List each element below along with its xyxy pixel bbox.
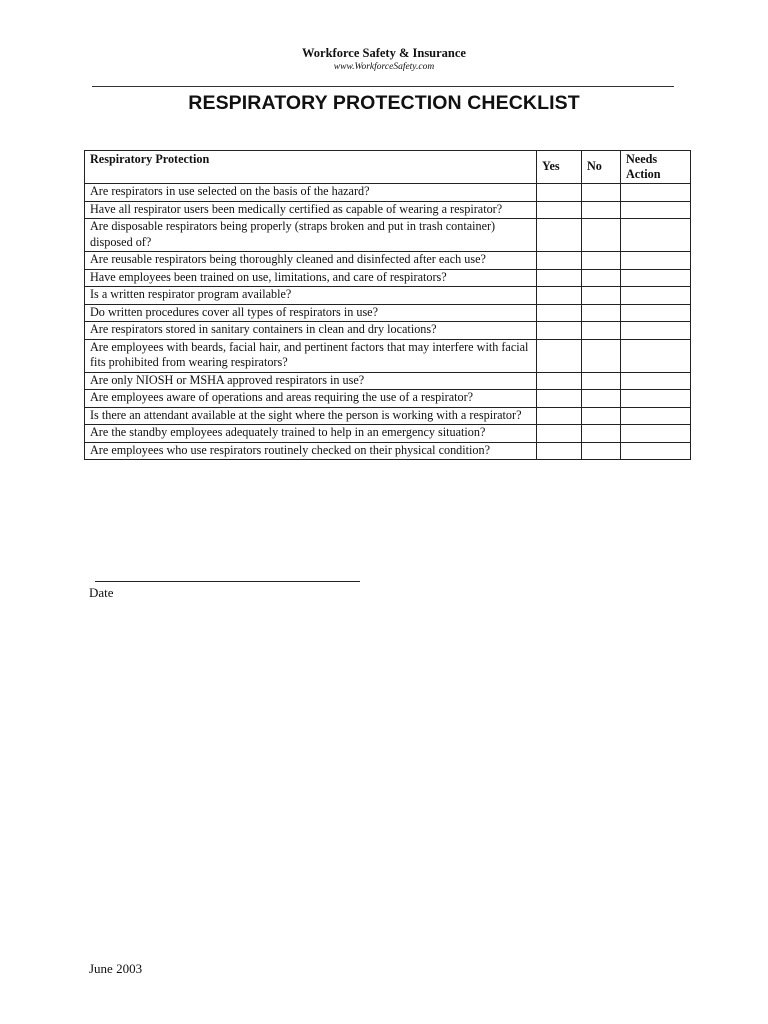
date-signature-line bbox=[95, 581, 360, 582]
table-row bbox=[85, 252, 691, 270]
yes-checkbox-cell[interactable] bbox=[537, 407, 582, 425]
question-cell: Are employees aware of operations and areas requiring the use of a respirator? bbox=[85, 390, 537, 408]
no-checkbox-cell[interactable] bbox=[582, 184, 621, 202]
needs-action-checkbox-cell[interactable] bbox=[621, 252, 691, 270]
table-header-row bbox=[85, 151, 691, 184]
table-row bbox=[85, 442, 691, 460]
question-cell: Are employees who use respirators routinely checked on their physical condition? bbox=[85, 442, 537, 460]
needs-action-checkbox-cell[interactable] bbox=[621, 269, 691, 287]
question-cell: Are respirators in use selected on the basis of the hazard? bbox=[85, 184, 537, 202]
needs-action-checkbox-cell[interactable] bbox=[621, 390, 691, 408]
needs-action-checkbox-cell[interactable] bbox=[621, 407, 691, 425]
table-row bbox=[85, 287, 691, 305]
needs-action-checkbox-cell[interactable] bbox=[621, 184, 691, 202]
column-header-needs-action: Needs Action bbox=[621, 151, 691, 184]
date-label: Date bbox=[89, 585, 114, 600]
question-cell: Are the standby employees adequately trained to help in an emergency situation? bbox=[85, 425, 537, 443]
table-row bbox=[85, 339, 691, 372]
table-row bbox=[85, 269, 691, 287]
needs-action-checkbox-cell[interactable] bbox=[621, 201, 691, 219]
no-checkbox-cell[interactable] bbox=[582, 372, 621, 390]
yes-checkbox-cell[interactable] bbox=[537, 339, 582, 372]
no-checkbox-cell[interactable] bbox=[582, 407, 621, 425]
no-checkbox-cell[interactable] bbox=[582, 322, 621, 340]
no-checkbox-cell[interactable] bbox=[582, 269, 621, 287]
needs-action-checkbox-cell[interactable] bbox=[621, 372, 691, 390]
question-cell: Is there an attendant available at the sight where the person is working with a respirator? bbox=[85, 407, 537, 425]
table-row bbox=[85, 372, 691, 390]
question-cell: Is a written respirator program available? bbox=[85, 287, 537, 305]
yes-checkbox-cell[interactable] bbox=[537, 372, 582, 390]
yes-checkbox-cell[interactable] bbox=[537, 252, 582, 270]
column-header-question: Respiratory Protection bbox=[85, 151, 537, 184]
no-checkbox-cell[interactable] bbox=[582, 425, 621, 443]
page-title: RESPIRATORY PROTECTION CHECKLIST bbox=[188, 92, 580, 114]
question-cell: Are reusable respirators being thoroughly cleaned and disinfected after each use? bbox=[85, 252, 537, 270]
question-cell: Are employees with beards, facial hair, and pertinent factors that may interfere with facial fits prohibited from wearing respirators? bbox=[85, 339, 537, 372]
question-cell: Have employees been trained on use, limitations, and care of respirators? bbox=[85, 269, 537, 287]
needs-action-checkbox-cell[interactable] bbox=[621, 219, 691, 252]
table-row bbox=[85, 219, 691, 252]
no-checkbox-cell[interactable] bbox=[582, 390, 621, 408]
question-cell: Do written procedures cover all types of respirators in use? bbox=[85, 304, 537, 322]
yes-checkbox-cell[interactable] bbox=[537, 184, 582, 202]
table-row bbox=[85, 407, 691, 425]
yes-checkbox-cell[interactable] bbox=[537, 442, 582, 460]
question-cell: Have all respirator users been medically certified as capable of wearing a respirator? bbox=[85, 201, 537, 219]
checklist-table bbox=[84, 150, 691, 460]
question-cell: Are respirators stored in sanitary containers in clean and dry locations? bbox=[85, 322, 537, 340]
header-divider bbox=[92, 86, 674, 87]
table-row bbox=[85, 201, 691, 219]
yes-checkbox-cell[interactable] bbox=[537, 425, 582, 443]
table-row bbox=[85, 304, 691, 322]
table-row bbox=[85, 184, 691, 202]
column-header-yes: Yes bbox=[537, 151, 582, 184]
question-cell: Are only NIOSH or MSHA approved respirators in use? bbox=[85, 372, 537, 390]
table-row bbox=[85, 425, 691, 443]
no-checkbox-cell[interactable] bbox=[582, 252, 621, 270]
needs-action-checkbox-cell[interactable] bbox=[621, 322, 691, 340]
yes-checkbox-cell[interactable] bbox=[537, 269, 582, 287]
needs-action-checkbox-cell[interactable] bbox=[621, 425, 691, 443]
no-checkbox-cell[interactable] bbox=[582, 287, 621, 305]
needs-action-checkbox-cell[interactable] bbox=[621, 287, 691, 305]
no-checkbox-cell[interactable] bbox=[582, 201, 621, 219]
needs-action-checkbox-cell[interactable] bbox=[621, 442, 691, 460]
no-checkbox-cell[interactable] bbox=[582, 304, 621, 322]
yes-checkbox-cell[interactable] bbox=[537, 304, 582, 322]
organization-name: Workforce Safety & Insurance bbox=[302, 46, 466, 60]
footer-date: June 2003 bbox=[89, 961, 143, 976]
column-header-no: No bbox=[582, 151, 621, 184]
table-row bbox=[85, 322, 691, 340]
needs-action-checkbox-cell[interactable] bbox=[621, 304, 691, 322]
question-cell: Are disposable respirators being properly (straps broken and put in trash container) disposed of? bbox=[85, 219, 537, 252]
no-checkbox-cell[interactable] bbox=[582, 219, 621, 252]
yes-checkbox-cell[interactable] bbox=[537, 287, 582, 305]
yes-checkbox-cell[interactable] bbox=[537, 390, 582, 408]
organization-url: www.WorkforceSafety.com bbox=[333, 62, 435, 72]
yes-checkbox-cell[interactable] bbox=[537, 219, 582, 252]
no-checkbox-cell[interactable] bbox=[582, 442, 621, 460]
yes-checkbox-cell[interactable] bbox=[537, 322, 582, 340]
yes-checkbox-cell[interactable] bbox=[537, 201, 582, 219]
needs-action-checkbox-cell[interactable] bbox=[621, 339, 691, 372]
no-checkbox-cell[interactable] bbox=[582, 339, 621, 372]
table-row bbox=[85, 390, 691, 408]
